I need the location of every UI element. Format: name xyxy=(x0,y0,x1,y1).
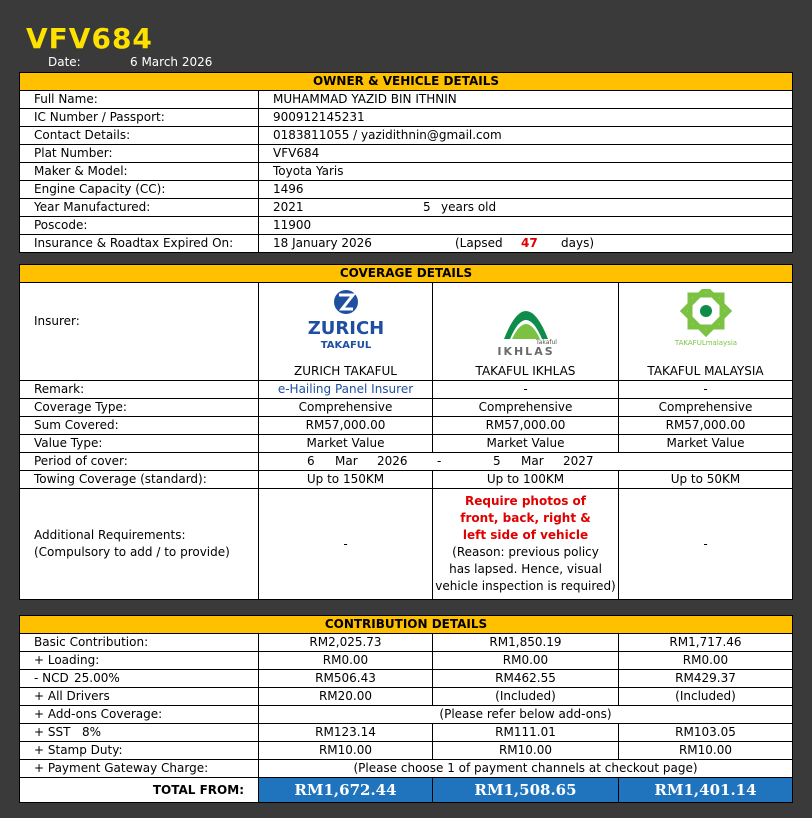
expiry-date: 18 January 2026 xyxy=(273,236,372,250)
cell: Up to 100KM xyxy=(433,471,619,488)
ikhlas-reason-line: vehicle inspection is required) xyxy=(435,579,616,593)
cell: RM123.14 xyxy=(259,724,433,741)
additional-label xyxy=(20,489,259,599)
sum-covered-row xyxy=(20,417,792,435)
cell: RM111.01 xyxy=(433,724,619,741)
cell: RM506.43 xyxy=(259,670,433,687)
remark-zurich: e-Hailing Panel Insurer xyxy=(259,381,433,398)
period-to-year: 2027 xyxy=(563,454,594,468)
ncd-label-cell xyxy=(20,670,259,687)
row-label: + SST xyxy=(34,725,71,739)
row-label: Poscode: xyxy=(20,217,259,234)
coverage-type-row xyxy=(20,399,792,417)
row-label: + Payment Gateway Charge: xyxy=(20,760,259,777)
cell: Market Value xyxy=(666,436,745,450)
cell: RM103.05 xyxy=(675,725,736,739)
cell: RM0.00 xyxy=(682,653,729,667)
additional-ikhlas xyxy=(433,489,619,599)
ikhlas-requirement-line: Require photos of xyxy=(464,494,586,508)
cell: Comprehensive xyxy=(259,399,433,416)
additional-label-line1: Additional Requirements: xyxy=(34,528,186,542)
cell: RM1,717.46 xyxy=(669,635,742,649)
additional-zurich: - xyxy=(259,489,433,599)
ncd-rate: 25.00% xyxy=(74,671,120,685)
row-label: + Add-ons Coverage: xyxy=(20,706,259,723)
owner-vehicle-header: OWNER & VEHICLE DETAILS xyxy=(20,73,792,91)
insurer-row xyxy=(20,283,792,381)
expiry-value-cell xyxy=(259,235,792,252)
row-label: Period of cover: xyxy=(20,453,259,470)
addons-value: (Please refer below add-ons) xyxy=(439,707,612,721)
row-label: Towing Coverage (standard): xyxy=(20,471,259,488)
row-label: Coverage Type: xyxy=(20,399,259,416)
cell: Comprehensive xyxy=(658,400,753,414)
additional-requirements-row xyxy=(20,489,792,599)
lapsed-days: 47 xyxy=(521,236,538,250)
coverage-section xyxy=(19,264,793,600)
date-line xyxy=(48,55,212,69)
sst-label-cell xyxy=(20,724,259,741)
remark-malaysia: - xyxy=(703,382,708,396)
drivers-row xyxy=(20,688,792,706)
ikhlas-requirement-line: front, back, right & xyxy=(460,511,591,525)
insurer-ikhlas xyxy=(433,283,619,380)
remark-row xyxy=(20,381,792,399)
row-label: Full Name: xyxy=(20,91,259,108)
coverage-header: COVERAGE DETAILS xyxy=(20,265,792,283)
insurer-name: ZURICH TAKAFUL xyxy=(294,364,397,378)
year-row xyxy=(20,199,792,217)
plate-number-title: VFV684 xyxy=(26,22,153,55)
remark-ikhlas: - xyxy=(433,381,619,398)
date-value: 6 March 2026 xyxy=(130,55,213,69)
row-value: 0183811055 / yazidithnin@gmail.com xyxy=(273,128,502,142)
vehicle-age-suffix: years old xyxy=(441,200,497,214)
period-from-year: 2026 xyxy=(377,454,408,468)
period-from-month: Mar xyxy=(335,454,358,468)
row-label: + Stamp Duty: xyxy=(20,742,259,759)
addons-row xyxy=(20,706,792,724)
contribution-header: CONTRIBUTION DETAILS xyxy=(20,616,792,634)
row-label: Plat Number: xyxy=(20,145,259,162)
takaful-malaysia-logo-word: TAKAFULmalaysia xyxy=(674,339,737,347)
cell: RM2,025.73 xyxy=(259,634,433,651)
row-label: Insurance & Roadtax Expired On: xyxy=(20,235,259,252)
gateway-row xyxy=(20,760,792,778)
year-value: 2021 xyxy=(273,200,304,214)
insurer-zurich xyxy=(259,283,433,380)
cell: RM1,850.19 xyxy=(433,634,619,651)
vehicle-age: 5 xyxy=(423,200,431,214)
row-label: Insurer: xyxy=(20,283,259,380)
row-label: Year Manufactured: xyxy=(20,199,259,216)
table-row xyxy=(20,127,792,145)
total-ikhlas: RM1,508.65 xyxy=(433,778,619,802)
cell: Up to 50KM xyxy=(670,472,741,486)
sst-rate: 8% xyxy=(82,725,102,739)
cell: (Included) xyxy=(433,688,619,705)
table-row xyxy=(20,109,792,127)
row-value: 900912145231 xyxy=(273,110,365,124)
ikhlas-reason-line: (Reason: previous policy xyxy=(452,545,599,559)
row-label: IC Number / Passport: xyxy=(20,109,259,126)
basic-row xyxy=(20,634,792,652)
lapsed-prefix: (Lapsed xyxy=(455,236,503,250)
period-separator: - xyxy=(437,454,442,468)
row-label: Remark: xyxy=(20,381,259,398)
cell: RM57,000.00 xyxy=(259,417,433,434)
ikhlas-requirement-line: left side of vehicle xyxy=(462,528,589,542)
period-to-month: Mar xyxy=(521,454,544,468)
owner-vehicle-section xyxy=(19,72,793,253)
table-row xyxy=(20,145,792,163)
insurer-name: TAKAFUL IKHLAS xyxy=(475,364,576,378)
row-label: + All Drivers xyxy=(20,688,259,705)
insurer-name: TAKAFUL MALAYSIA xyxy=(647,364,764,378)
year-value-cell xyxy=(259,199,792,216)
cell: RM57,000.00 xyxy=(665,418,746,432)
row-label: Sum Covered: xyxy=(20,417,259,434)
cell: RM0.00 xyxy=(433,652,619,669)
cell: RM10.00 xyxy=(259,742,433,759)
row-label: - NCD xyxy=(34,671,69,685)
cell: RM57,000.00 xyxy=(433,417,619,434)
expiry-row xyxy=(20,235,792,252)
total-label: TOTAL FROM: xyxy=(20,778,259,802)
table-row xyxy=(20,217,792,235)
stamp-row xyxy=(20,742,792,760)
row-label: Basic Contribution: xyxy=(20,634,259,651)
value-type-row xyxy=(20,435,792,453)
cell: RM0.00 xyxy=(259,652,433,669)
ncd-row xyxy=(20,670,792,688)
cell: Market Value xyxy=(259,435,433,452)
takaful-malaysia-logo-icon xyxy=(666,289,746,355)
total-malaysia: RM1,401.14 xyxy=(619,778,792,802)
row-label: Contact Details: xyxy=(20,127,259,144)
ikhlas-logo-sub: Takaful xyxy=(535,339,557,346)
cell: RM10.00 xyxy=(678,743,733,757)
row-value: MUHAMMAD YAZID BIN ITHNIN xyxy=(273,92,457,106)
additional-malaysia: - xyxy=(703,536,708,551)
table-row xyxy=(20,181,792,199)
cell: Up to 150KM xyxy=(259,471,433,488)
period-to-day: 5 xyxy=(493,454,501,468)
ikhlas-logo-word: IKHLAS xyxy=(496,345,555,357)
row-value: VFV684 xyxy=(273,146,320,160)
loading-row xyxy=(20,652,792,670)
row-value: Toyota Yaris xyxy=(273,164,344,178)
total-zurich: RM1,672.44 xyxy=(259,778,433,802)
cell: RM462.55 xyxy=(433,670,619,687)
period-value xyxy=(259,453,792,470)
contribution-section xyxy=(19,615,793,803)
zurich-logo-icon xyxy=(306,289,386,351)
gateway-value: (Please choose 1 of payment channels at checkout page) xyxy=(353,761,698,775)
cell: (Included) xyxy=(675,689,736,703)
row-value: 1496 xyxy=(273,182,304,196)
row-value: 11900 xyxy=(273,218,312,232)
row-label: Engine Capacity (CC): xyxy=(20,181,259,198)
total-row xyxy=(20,778,792,802)
insurer-takaful-malaysia xyxy=(619,283,792,380)
row-label: + Loading: xyxy=(20,652,259,669)
additional-label-line2: (Compulsory to add / to provide) xyxy=(34,545,230,559)
table-row xyxy=(20,163,792,181)
ikhlas-logo-icon xyxy=(486,289,566,357)
row-label: Value Type: xyxy=(20,435,259,452)
cell: RM20.00 xyxy=(259,688,433,705)
cell: RM429.37 xyxy=(675,671,736,685)
towing-row xyxy=(20,471,792,489)
date-label: Date: xyxy=(48,55,81,69)
table-row xyxy=(20,91,792,109)
cell: Comprehensive xyxy=(433,399,619,416)
zurich-logo-sub: TAKAFUL xyxy=(320,340,371,351)
sst-row xyxy=(20,724,792,742)
ikhlas-reason-line: has lapsed. Hence, visual xyxy=(449,562,602,576)
cell: RM10.00 xyxy=(433,742,619,759)
lapsed-suffix: days) xyxy=(561,236,595,250)
period-from-day: 6 xyxy=(307,454,315,468)
period-row xyxy=(20,453,792,471)
row-label: Maker & Model: xyxy=(20,163,259,180)
zurich-logo-word: ZURICH xyxy=(307,318,384,339)
cell: Market Value xyxy=(433,435,619,452)
